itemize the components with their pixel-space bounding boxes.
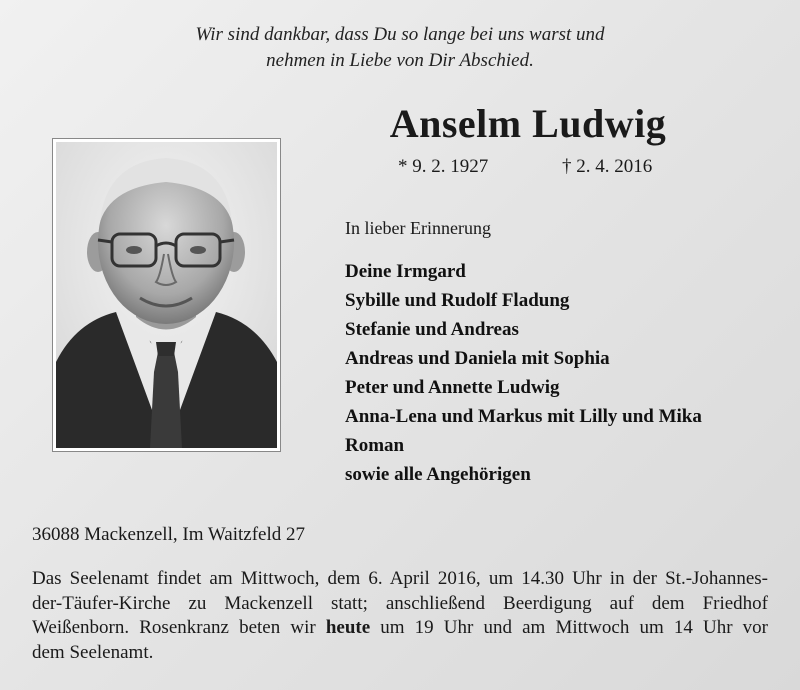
notice-line-3-end: um 19 Uhr und am Mittwoch um 14 Uhr vor: [370, 617, 768, 638]
birth-date: * 9. 2. 1927: [398, 156, 489, 177]
portrait-image: [56, 142, 277, 448]
mourner: Anna-Lena und Markus mit Lilly und Mika: [345, 406, 702, 427]
notice-line-3-start: Weißenborn. Rosenkranz beten wir: [32, 617, 326, 638]
portrait-photo: [52, 138, 281, 452]
notice-emphasis: heute: [325, 617, 371, 638]
address: 36088 Mackenzell, Im Waitzfeld 27: [32, 524, 306, 545]
quote: [0, 22, 800, 74]
mourner: sowie alle Angehörigen: [345, 464, 531, 485]
notice-line-1: Das Seelenamt findet am Mittwoch, dem 6. April 2016, um 14.30 Uhr in der St.-Johannes-: [32, 568, 768, 589]
quote-line-1: Wir sind dankbar, dass Du so lange bei uns warst und: [195, 24, 605, 45]
mourners-list: [345, 257, 702, 489]
mourner: Sybille und Rudolf Fladung: [345, 290, 570, 311]
mourner: Andreas und Daniela mit Sophia: [345, 348, 610, 369]
deceased-name: Anselm Ludwig: [389, 101, 667, 146]
mourner: Stefanie und Andreas: [345, 319, 519, 340]
notice-line-4: dem Seelenamt.: [32, 641, 154, 663]
mourner: Deine Irmgard: [345, 261, 466, 282]
funeral-notice: [32, 567, 768, 665]
notice-line-2: der-Täufer-Kirche zu Mackenzell statt; anschließend Beerdigung auf dem Friedhof: [32, 592, 768, 614]
mourner: Peter und Annette Ludwig: [345, 377, 560, 398]
notice-line-3: [32, 616, 768, 641]
quote-line-2: nehmen in Liebe von Dir Abschied.: [266, 50, 534, 71]
memory-label: In lieber Erinnerung: [345, 218, 491, 238]
mourner: Roman: [345, 435, 405, 456]
death-date: † 2. 4. 2016: [562, 156, 653, 177]
